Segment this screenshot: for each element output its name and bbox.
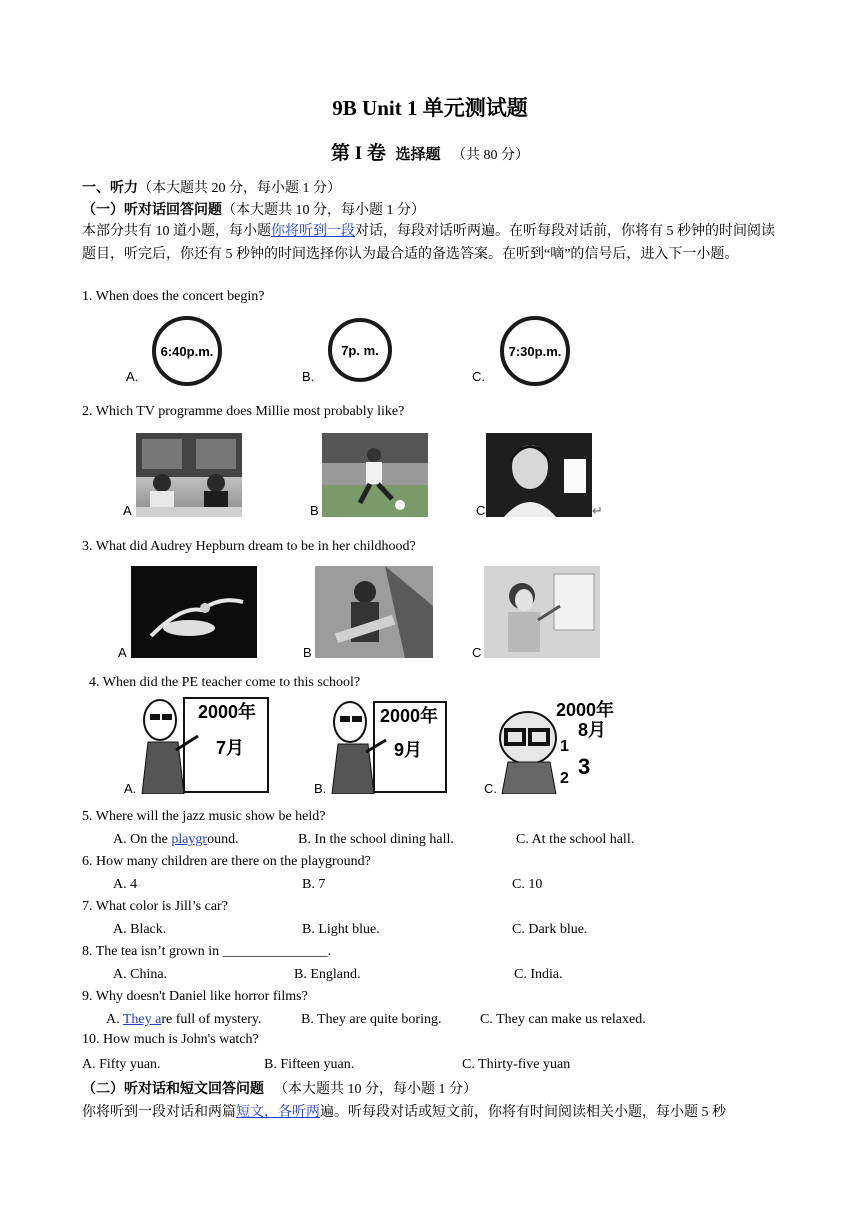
question-8: 8. The tea isn’t grown in _______________. [82, 944, 332, 959]
option-b: B. England. [294, 967, 361, 982]
part-heading [0, 138, 860, 165]
question-1: 1. When does the concert begin? [82, 289, 265, 304]
paragraph-mark: ↵ [592, 503, 603, 518]
question-10: 10. How much is John's watch? [82, 1032, 259, 1047]
number-3: 3 [578, 754, 591, 779]
option-letter: C [476, 503, 486, 518]
clock-option-c: 7:30p.m. [500, 316, 570, 386]
option-letter: A. [124, 781, 137, 796]
instructions-link[interactable]: 短文，各听两 [236, 1105, 320, 1120]
option-c: C. Thirty-five yuan [462, 1057, 571, 1072]
option-letter: C [472, 645, 482, 660]
board-month: 7月 [216, 738, 245, 758]
option-a: A. China. [113, 967, 168, 982]
option-b: B. They are quite boring. [301, 1012, 442, 1027]
option-letter: B. [302, 369, 315, 384]
option-a: A. 4 [113, 877, 138, 892]
option-a: A. Black. [113, 922, 167, 937]
woman-painting-image [484, 566, 600, 658]
option-link[interactable]: playgr [171, 832, 208, 847]
option-letter: B. [314, 781, 327, 796]
clock-option-b: 7p. m. [328, 318, 392, 382]
option-letter: B [310, 503, 319, 518]
question-4: 4. When did the PE teacher come to this school? [89, 675, 361, 690]
board-year: 2000年 [556, 700, 615, 720]
option-b: B. Fifteen yuan. [264, 1057, 355, 1072]
teacher-cartoon-a [138, 694, 270, 794]
part-label: 第 I 卷 [331, 143, 386, 164]
option-letter: A [118, 645, 127, 660]
instructions: 本部分共有 10 道小题，每小题你将听到一段对话，每段对话听两遍。在听每段对话前，你将有 5 秒钟的时间阅读题目，听完后，你还有 5 秒钟的时间选择你认为最合适的备选答案。在听到“嘀”的信号后，进入下一小题。 [82, 224, 775, 262]
question-6: 6. How many children are there on the playground? [82, 854, 371, 869]
number-1: 1 [560, 738, 569, 755]
number-2: 2 [560, 770, 569, 787]
option-c: C. Dark blue. [512, 922, 588, 937]
option-letter: C. [484, 781, 497, 796]
part-score: （共 80 分） [451, 148, 529, 163]
news-anchors-image [136, 433, 242, 517]
question-2: 2. Which TV programme does Millie most probably like? [82, 404, 405, 419]
option-c: C. 10 [512, 877, 543, 892]
board-month: 9月 [394, 740, 423, 760]
option-link[interactable]: They a [122, 1012, 162, 1027]
ballet-dancer-image [131, 566, 257, 658]
option-b: B. In the school dining hall. [298, 832, 454, 847]
option-c: C. At the school hall. [516, 832, 635, 847]
football-player-image [322, 433, 428, 517]
option-a: A. They are full of mystery. [106, 1012, 262, 1027]
option-letter: A. [126, 369, 139, 384]
question-3: 3. What did Audrey Hepburn dream to be in her childhood? [82, 539, 416, 554]
option-b: B. 7 [302, 877, 326, 892]
option-a: A. On the playground. [113, 832, 239, 847]
teacher-cartoon-c [494, 694, 624, 794]
option-c: C. India. [514, 967, 563, 982]
host-portrait-image [486, 433, 592, 517]
part-type: 选择题 [395, 147, 441, 163]
page-title: 9B Unit 1 单元测试题 [332, 96, 528, 120]
guitar-player-image [315, 566, 433, 658]
teacher-cartoon-b [328, 694, 448, 794]
board-year: 2000年 [198, 702, 257, 722]
subsection-heading-2: （二）听对话和短文回答问题 （本大题共 10 分，每小题 1 分） [82, 1082, 477, 1097]
question-5: 5. Where will the jazz music show be held? [82, 809, 326, 824]
option-letter: B [303, 645, 312, 660]
option-a: A. Fifty yuan. [82, 1057, 161, 1072]
option-letter: C. [472, 369, 485, 384]
option-b: B. Light blue. [302, 922, 380, 937]
subsection-heading: （一）听对话回答问题（本大题共 10 分，每小题 1 分） [82, 203, 425, 218]
option-letter: A [123, 503, 132, 518]
board-month: 8月 [578, 720, 607, 740]
clock-option-a: 6:40p.m. [152, 316, 222, 386]
board-year: 2000年 [380, 706, 439, 726]
option-c: C. They can make us relaxed. [480, 1012, 646, 1027]
question-7: 7. What color is Jill’s car? [82, 899, 228, 914]
section2-instructions: 你将听到一段对话和两篇短文，各听两遍。听每段对话或短文前，你将有时间阅读相关小题，每小题 5 秒 [82, 1105, 726, 1120]
instructions-link[interactable]: 你将听到一段 [271, 224, 355, 239]
section-heading: 一、听力（本大题共 20 分，每小题 1 分） [82, 181, 341, 196]
question-9: 9. Why doesn't Daniel like horror films? [82, 989, 308, 1004]
